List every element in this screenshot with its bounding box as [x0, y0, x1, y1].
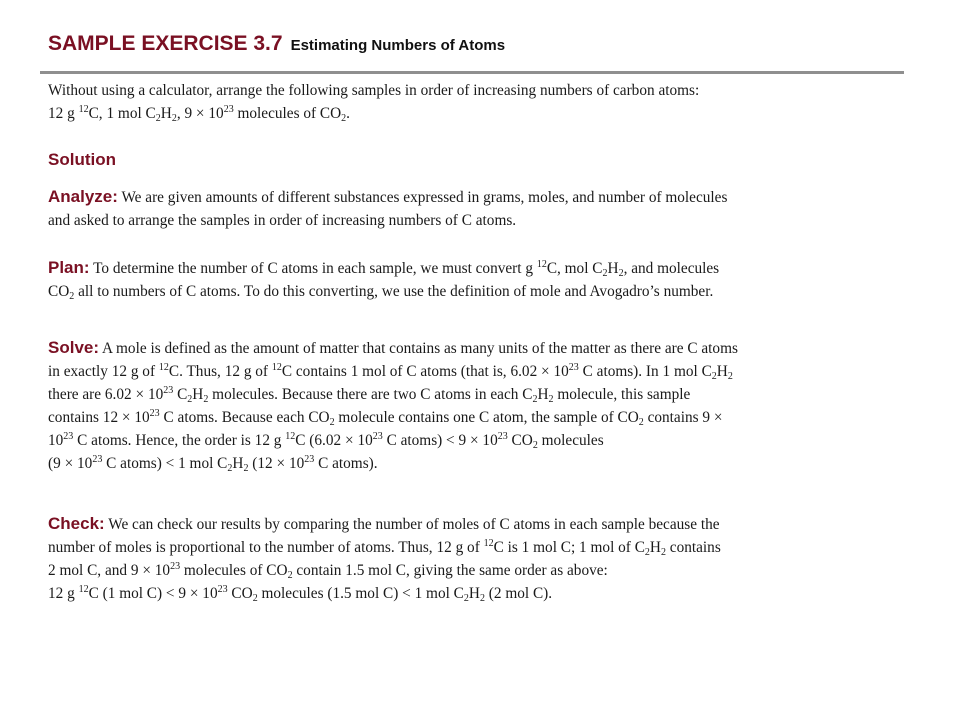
analyze-line: Analyze: We are given amounts of different substances expressed in grams, moles, and number of molecules	[48, 187, 728, 206]
exercise-subtitle: Estimating Numbers of Atoms	[290, 37, 506, 54]
solve-section	[48, 336, 908, 475]
plan-line: $CO_2$ all to numbers of C atoms. To do this converting, we use the definition of mole and Avogadro’s number.	[48, 283, 714, 302]
plan-label: Plan:	[48, 258, 90, 277]
check-line: 12 g $^{12}$C (1 mol $C) < 9 \times 10^{23}$ $CO_2$ molecules (1.5 mol C) < 1 mol $C_2H_2$ (2 mol C).	[48, 584, 553, 604]
check-label: Check:	[48, 514, 105, 533]
problem-line: Without using a calculator, arrange the following samples in order of increasing numbers of carbon atoms:	[48, 82, 700, 99]
exercise-title: SAMPLE EXERCISE 3.7	[48, 32, 283, 55]
solve-line: $10^{23}$ C atoms. Hence, the order is 12 g $^{12}$C ($6.02 \times 10^{23}$ C atoms) < $9 \times 10^{23}$ $CO_2$ molecules	[48, 431, 604, 451]
solve-line: Solve: A mole is defined as the amount of matter that contains as many units of the matter as there are C atoms	[48, 338, 738, 357]
solve-label: Solve:	[48, 338, 100, 357]
problem-statement	[48, 79, 908, 125]
title-divider	[40, 71, 904, 74]
solve-line: contains $12 \times 10^{23}$ C atoms. Because each $CO_2$ molecule contains one C atom, the sample of $CO_2$ contains 9 ×	[48, 408, 723, 428]
solve-line: ($9 \times 10^{23}$ C atoms) < 1 mol $C_2H_2$ ($12 \times 10^{23}$ C atoms).	[48, 454, 378, 474]
solve-line: in exactly 12 g of $^{12}$C. Thus, 12 g of $^{12}$C contains 1 mol of C atoms (that is, $6.02 \times 10^{23}$ C atoms). In 1 mol $C_2H_2$	[48, 362, 733, 382]
problem-line: 12 g $^{12}$C, 1 mol $C_2H_2$, $9 \times 10^{23}$ molecules of $CO_2$.	[48, 104, 350, 124]
check-line: 2 mol C, and $9 \times 10^{23}$ molecules of $CO_2$ contain 1.5 mol C, giving the same order as above:	[48, 561, 608, 581]
plan-line: Plan: To determine the number of C atoms in each sample, we must convert g $^{12}$C, mol $C_2H_2$, and molecules	[48, 258, 720, 279]
check-section	[48, 512, 908, 605]
solution-heading: Solution	[48, 150, 116, 169]
analyze-section	[48, 185, 908, 232]
check-line: Check: We can check our results by comparing the number of moles of C atoms in each sample because the	[48, 514, 720, 533]
solve-line: there are $6.02 \times 10^{23}$ $C_2H_2$ molecules. Because there are two C atoms in each $C_2H_2$ molecule, this sample	[48, 385, 691, 405]
analyze-line: and asked to arrange the samples in order of increasing numbers of C atoms.	[48, 212, 517, 229]
plan-section	[48, 256, 908, 303]
title	[48, 32, 505, 56]
check-line: number of moles is proportional to the number of atoms. Thus, 12 g of $^{12}$C is 1 mol C; 1 mol of $C_2H_2$ contains	[48, 538, 721, 558]
analyze-label: Analyze:	[48, 187, 118, 206]
